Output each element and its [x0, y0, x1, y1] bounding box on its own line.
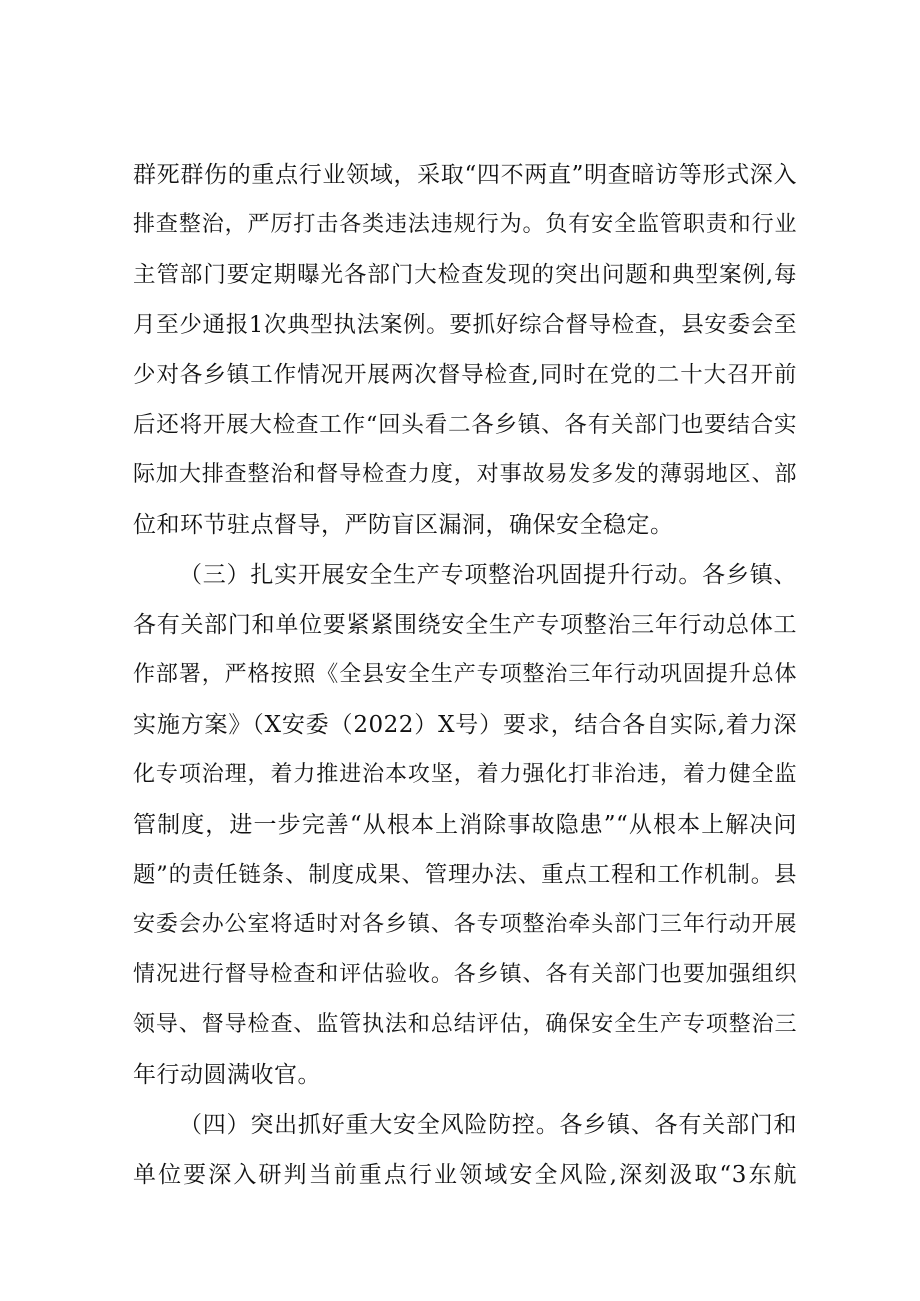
text-line: 情况进行督导检查和评估验收。各乡镇、各有关部门也要加强组织: [133, 962, 797, 987]
paragraph-2: [133, 550, 797, 1100]
text-line: 排查整治，严厉打击各类违法违规行为。负有安全监管职责和行业: [133, 212, 797, 237]
text-line: 少对各乡镇工作情况开展两次督导检查,同时在党的二十大召开前: [133, 362, 797, 388]
document-body: [133, 150, 797, 1200]
text-line: 际加大排查整治和督导检查力度，对事故易发多发的薄弱地区、部: [133, 462, 797, 487]
text-line: 实施方案》（X安委（2022）X号）要求，结合各自实际,着力深: [133, 712, 797, 738]
text-line: 各有关部门和单位要紧紧围绕安全生产专项整治三年行动总体工: [133, 612, 797, 638]
text-line: 年行动圆满收官。: [133, 1062, 321, 1088]
text-line: 管制度，进一步完善“从根本上消除事故隐患”“从根本上解决问: [133, 812, 797, 838]
text-line: 题”的责任链条、制度成果、管理办法、重点工程和工作机制。县: [133, 862, 797, 888]
text-line: 作部署，严格按照《全县安全生产专项整治三年行动巩固提升总体: [133, 662, 797, 687]
text-line: 主管部门要定期曝光各部门大检查发现的突出问题和典型案例,每: [133, 262, 797, 288]
text-line: 单位要深入研判当前重点行业领域安全风险,深刻汲取“3东航: [133, 1162, 797, 1188]
text-line: 群死群伤的重点行业领域，采取“四不两直”明查暗访等形式深入: [133, 162, 797, 188]
text-line: 化专项治理，着力推进治本攻坚，着力强化打非治违，着力健全监: [133, 762, 797, 787]
paragraph-1: [133, 150, 797, 550]
text-line: 后还将开展大检查工作“回头看二各乡镇、各有关部门也要结合实: [133, 412, 797, 438]
text-line: 安委会办公室将适时对各乡镇、各专项整治牵头部门三年行动开展: [133, 912, 797, 937]
paragraph-3: [133, 1100, 797, 1200]
text-line: 领导、督导检查、监管执法和总结评估，确保安全生产专项整治三: [133, 1012, 797, 1037]
paragraph-heading-line: （三）扎实开展安全生产专项整治巩固提升行动。各乡镇、: [179, 562, 797, 588]
text-line: 月至少通报1次典型执法案例。要抓好综合督导检查，县安委会至: [133, 312, 797, 338]
paragraph-heading-line: （四）突出抓好重大安全风险防控。各乡镇、各有关部门和: [179, 1112, 797, 1138]
text-line: 位和环节驻点督导，严防盲区漏洞，确保安全稳定。: [133, 512, 674, 538]
